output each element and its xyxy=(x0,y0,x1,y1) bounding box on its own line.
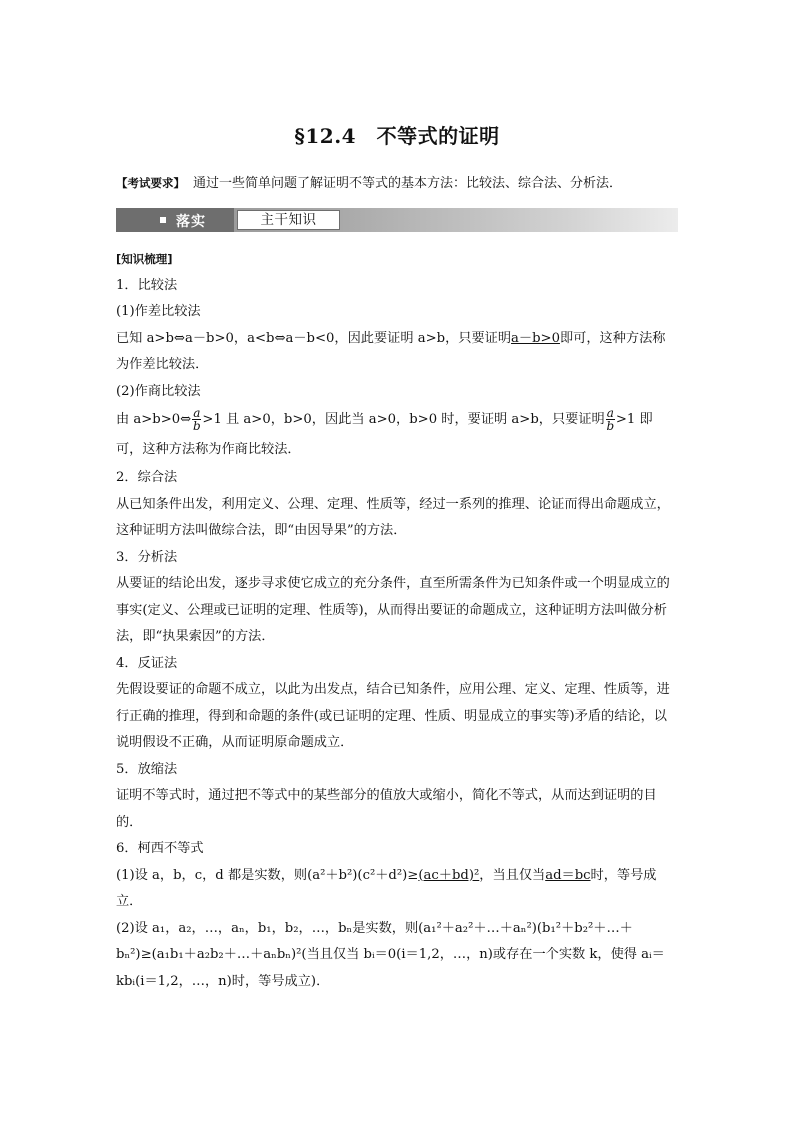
s1-title: 1．比较法 xyxy=(116,277,178,293)
s6-p1-answer-1: (ac＋bd)² xyxy=(418,867,480,883)
requirement-text: 通过一些简单问题了解证明不等式的基本方法：比较法、综合法、分析法． xyxy=(193,176,623,191)
page-title: §12.4 不等式的证明 xyxy=(294,124,500,148)
s1-paragraph-1 xyxy=(116,326,678,379)
banner-box-label: 主干知识 xyxy=(237,210,340,230)
s6-p1-answer-2: ad＝bc xyxy=(545,867,591,883)
s2-title: 2．综合法 xyxy=(116,470,178,485)
s6-p1-text-b: ，当且仅当 xyxy=(479,867,546,883)
fraction-a-over-b: $\frac{a}{b}$ xyxy=(192,406,201,433)
s6-p1-text-c: 时，等号成立． xyxy=(116,867,657,909)
s6-title: 6．柯西不等式 xyxy=(116,841,204,856)
s5-title: 5．放缩法 xyxy=(116,761,178,777)
section-banner xyxy=(116,208,678,232)
s5-text: 证明不等式时，通过把不等式中的某些部分的值放大或缩小，简化不等式，从而达到证明的目的． xyxy=(116,788,657,830)
s3-title: 3．分析法 xyxy=(116,549,178,565)
s1-sub1: (1)作差比较法 xyxy=(116,304,201,319)
s6-paragraph-1 xyxy=(116,863,678,916)
s1-p2-text-b: >1 且 a>0，b>0，因此当 a>0，b>0 时，要证明 a>b，只要证明 xyxy=(202,412,605,427)
s1-p2-text-a: 由 a>b>0⇔ xyxy=(116,412,192,427)
requirement-tag: 【考试要求】 xyxy=(116,176,185,190)
s1-paragraph-2 xyxy=(116,405,678,465)
s1-p1-answer: a－b>0 xyxy=(511,330,560,346)
fraction-a-over-b-2: $\frac{a}{b}$ xyxy=(606,406,615,433)
s6-paragraph-2: (2)设 a₁，a₂，…，aₙ，b₁，b₂，…，bₙ是实数，则(a₁²＋a₂²＋…＋aₙ²)(b₁²＋b₂²＋…＋bₙ²)≥(a₁b₁＋a₂b₂＋…＋aₙbₙ)²(当且仅当 bᵢ＝0(i＝1,2，…，n)或存在一个实数 k，使得 aᵢ＝kbᵢ(i＝1,2，…，n)时，等号成立)． xyxy=(116,920,665,989)
s3-text: 从要证的结论出发，逐步寻求使它成立的充分条件，直至所需条件为已知条件或一个明显成立的事实(定义、公理或已证明的定理、性质等)，从而得出要证的命题成立，这种证明方法叫做分析法，即“执果索因”的方法． xyxy=(116,576,670,644)
banner-main-label: 落实 xyxy=(176,214,206,230)
knowledge-body xyxy=(116,246,678,995)
section-heading: [知识梳理] xyxy=(116,252,173,266)
s1-sub2: (2)作商比较法 xyxy=(116,383,201,399)
s4-title: 4．反证法 xyxy=(116,655,178,671)
s2-text: 从已知条件出发，利用定义、公理、定理、性质等，经过一系列的推理、论证而得出命题成立，这种证明方法叫做综合法，即“由因导果”的方法． xyxy=(116,496,670,538)
s1-p2-text-c: >1 即可，这种方法称为作商比较法． xyxy=(116,412,653,457)
exam-requirement xyxy=(116,172,622,191)
s1-p1-text-b: 即可，这种方法称为作差比较法． xyxy=(116,330,666,372)
s6-p1-text-a: (1)设 a，b，c，d 都是实数，则(a²＋b²)(c²＋d²)≥ xyxy=(116,867,419,883)
s4-text: 先假设要证的命题不成立，以此为出发点，结合已知条件，应用公理、定义、定理、性质等，进行正确的推理，得到和命题的条件(或已证明的定理、性质、明显成立的事实等)矛盾的结论，以说明假设不正确，从而证明原命题成立． xyxy=(116,682,670,750)
banner-dark-block xyxy=(116,208,234,232)
s1-p1-text-a: 已知 a>b⇔a－b>0，a<b⇔a－b<0，因此要证明 a>b，只要证明 xyxy=(116,330,512,346)
banner-square-icon xyxy=(160,217,166,223)
